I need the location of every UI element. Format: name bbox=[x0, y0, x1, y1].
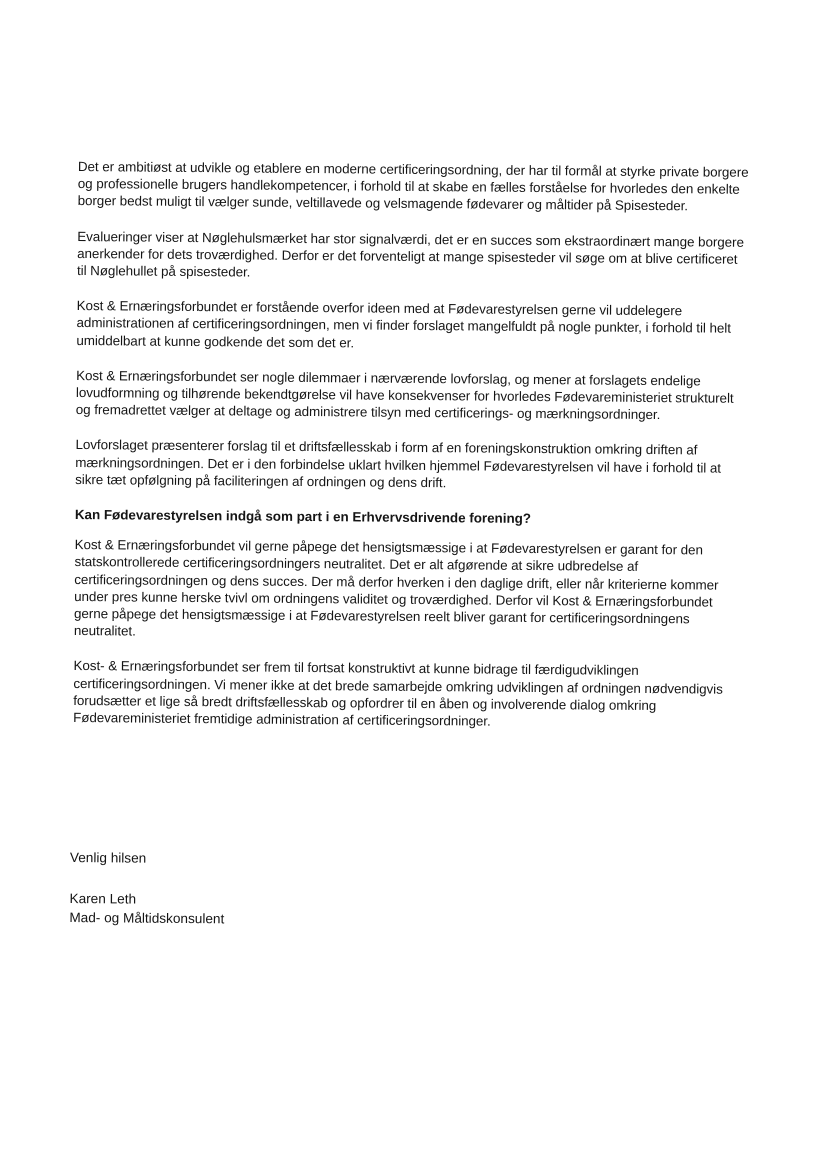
paragraph-evaluations: Evalueringer viser at Nøglehulsmærket har stor signalværdi, det er en succes som ekstraordinært mange borgere anerkender for dets troværdighed. Derfor er det forventeligt at mange spisesteder vil søge om at blive certificeret til Nøglehullet på spisesteder. bbox=[76, 228, 744, 280]
paragraph-operating-partnership: Lovforslaget præsenterer forslag til et driftsfællesskab i form af en foreningskonstruktion omkring driften af mærkningsordningen. Det er i den forbindelse uklart hvilken hjemmel Fødevarestyrelsen vil have i forhold til at sikre tæt opfølgning på faciliteringen af ordningen og dens drift. bbox=[75, 437, 722, 491]
paragraph-looking-forward: Kost- & Ernæringsforbundet ser frem til fortsat konstruktivt at kunne bidrage til færdigudviklingen certificeringsordningen. Vi mener ikke at det brede samarbejde omkring udviklingen af ordningen nødvendigvis forudsætter et lige så bredt driftsfællesskab og opfordrer til en åben og involverende dialog omkring Fødevareministeriet fremtidige administration af certificeringsordninger. bbox=[73, 658, 723, 729]
signature-title: Mad- og Måltidskonsulent bbox=[69, 909, 225, 927]
letter-body bbox=[73, 158, 750, 750]
paragraph-neutrality: Kost & Ernæringsforbundet vil gerne påpege det hensigtsmæssige i at Fødevarestyrelsen er garant for den statskontrollerede certificeringsordningers neutralitet. Det er alt afgørende at sikre udbredelse af certificeringsordningen og dens succes. Der må derfor hverken i den daglige drift, eller når kriterierne kommer under pres kunne herske tvivl om ordningens validitet og troværdighed. Derfor vil Kost & Ernæringsforbundet gerne påpege det hensigtsmæssige i at Fødevarestyrelsen reelt bliver garant for certificeringsordningens neutralitet. bbox=[73, 537, 719, 639]
section-heading: Kan Fødevarestyrelsen indgå som part i en Erhvervsdrivende forening? bbox=[74, 507, 532, 527]
letter-closing bbox=[69, 848, 470, 930]
greeting: Venlig hilsen bbox=[69, 849, 147, 866]
paragraph-delegation: Kost & Ernæringsforbundet er forstående overfor ideen med at Fødevarestyrelsen gerne vil uddelegere administrationen af certificeringsordningen, men vi finder forslaget mangelfuldt på nogle punkter, i forhold til helt umiddelbart at kunne godkende det som det er. bbox=[76, 298, 731, 351]
paragraph-dilemmas: Kost & Ernæringsforbundet ser nogle dilemmaer i nærværende lovforslag, og mener at forslagets endelige lovudformning og tilhørende bekendtgørelse vil have konsekvenser for hvorledes Fødevareministeriet strukturelt og fremadrettet vælger at deltage og administrere tilsyn med certificerings- og mærkningsordninger. bbox=[75, 367, 734, 423]
signature-name: Karen Leth bbox=[69, 890, 137, 907]
paragraph-ambition: Det er ambitiøst at udvikle og etablere en moderne certificeringsordning, der har til formål at styrke private borgere og professionelle brugers handlekompetencer, i forhold til at skabe en fælles forståelse for hvorledes den enkelte borger bedst muligt til vælger sunde, veltillavede og velsmagende fødevarer og måltider på Spisesteder. bbox=[77, 158, 749, 214]
